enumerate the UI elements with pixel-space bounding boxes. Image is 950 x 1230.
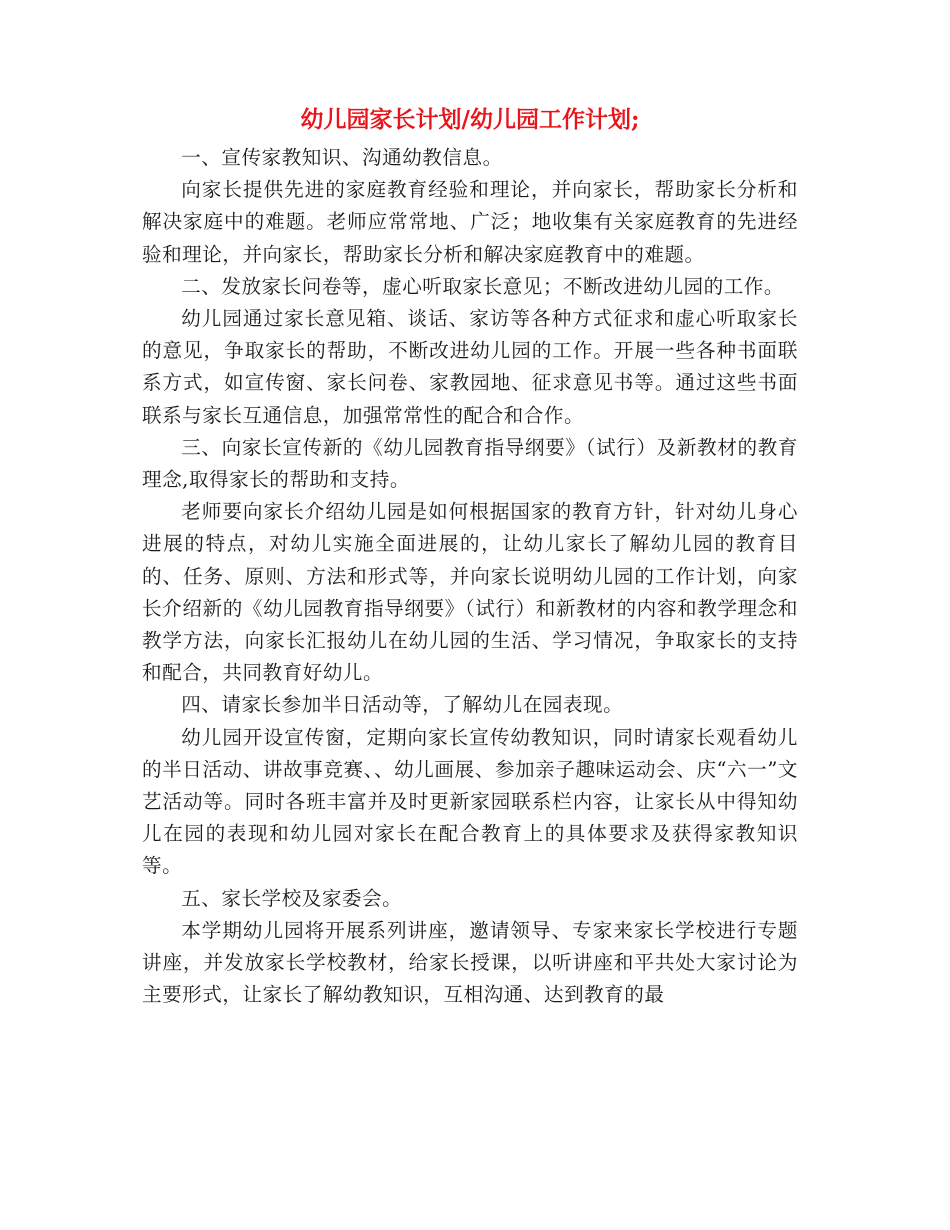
document-title: 幼儿园家长计划/幼儿园工作计划;: [300, 106, 640, 133]
section-heading-1: 一、宣传家教知识、沟通幼教信息。: [181, 146, 503, 169]
section-heading-5: 五、家长学校及家委会。: [181, 886, 403, 910]
body-paragraph: 老师要向家长介绍幼儿园是如何根据国家的教育方针，针对幼儿身心进展的特点，对幼儿实施全面进展的，让幼儿家长了解幼儿园的教育目的、任务、原则、方法和形式等，并向家长说明幼儿园的工作计划，向家长介绍新的《幼儿园教育指导纲要》（试行）和新教材的内容和教学理念和教学方法，向家长汇报幼儿在幼儿园的生活、学习情况，争取家长的支持和配合，共同教育好幼儿。: [142, 500, 798, 685]
document-page: [142, 100, 798, 1011]
body-paragraph: 向家长提供先进的家庭教育经验和理论，并向家长，帮助家长分析和解决家庭中的难题。老师应常常地、广泛；地收集有关家庭教育的先进经验和理论，并向家长，帮助家长分析和解决家庭教育中的难题。: [142, 178, 798, 266]
section-heading-2: 二、发放家长问卷等，虚心听取家长意见；不断改进幼儿园的工作。: [181, 274, 784, 298]
section-heading-4: 四、请家长参加半日活动等，了解幼儿在园表现。: [181, 693, 624, 717]
body-paragraph: 幼儿园通过家长意见箱、谈话、家访等各种方式征求和虚心听取家长的意见，争取家长的帮助，不断改进幼儿园的工作。开展一些各种书面联系方式，如宣传窗、家长问卷、家教园地、征求意见书等。通过这些书面联系与家长互通信息，加强常常性的配合和合作。: [142, 307, 798, 427]
section-heading-3: 三、向家长宣传新的《幼儿园教育指导纲要》（试行）及新教材的教育理念,取得家长的帮助和支持。: [142, 435, 798, 492]
body-paragraph: 幼儿园开设宣传窗，定期向家长宣传幼教知识，同时请家长观看幼儿的半日活动、讲故事竞赛、、幼儿画展、参加亲子趣味运动会、庆“六一”文艺活动等。同时各班丰富并及时更新家园联系栏内容，让家长从中得知幼儿在园的表现和幼儿园对家长在配合教育上的具体要求及获得家教知识等。: [142, 725, 798, 878]
body-paragraph: 本学期幼儿园将开展系列讲座，邀请领导、专家来家长学校进行专题讲座，并发放家长学校教材，给家长授课，以听讲座和平共处大家讨论为主要形式，让家长了解幼教知识，互相沟通、达到教育的最: [142, 918, 798, 1007]
